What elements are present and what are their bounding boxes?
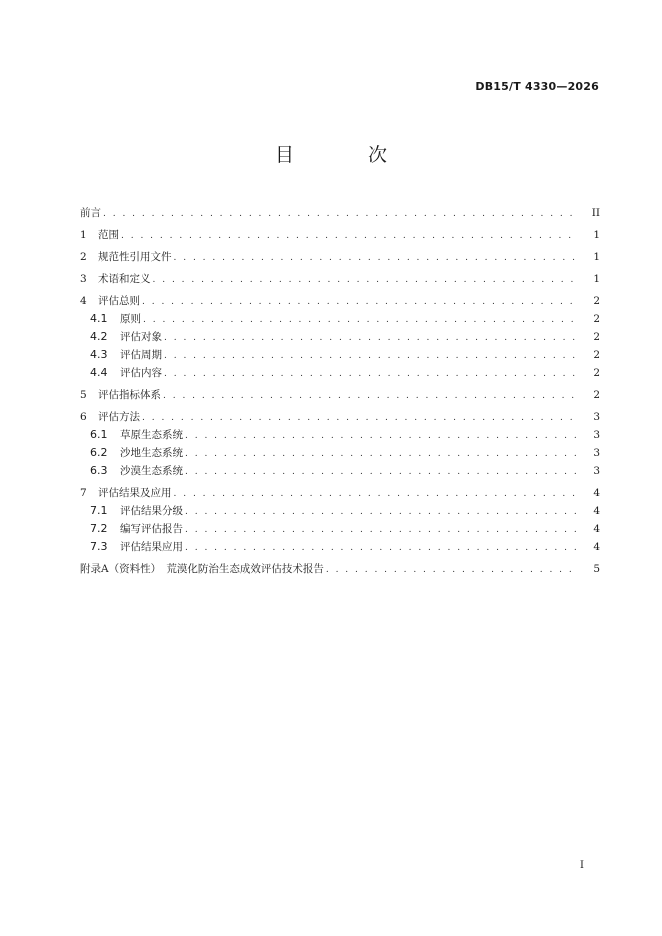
toc-entry[interactable] xyxy=(80,426,600,444)
toc-entry-page: 4 xyxy=(593,523,600,535)
toc-entry[interactable] xyxy=(80,346,600,364)
toc-entry[interactable] xyxy=(80,204,600,222)
toc-entry[interactable] xyxy=(80,292,600,310)
toc-entry[interactable] xyxy=(80,484,600,502)
toc-entry[interactable] xyxy=(80,538,600,556)
toc-entry-page: 2 xyxy=(593,349,600,361)
toc-entry[interactable] xyxy=(80,560,600,578)
page-number: I xyxy=(580,860,584,871)
toc-entry-page: 3 xyxy=(593,465,600,477)
document-code: DB15/T 4330—2026 xyxy=(475,80,599,93)
toc-entry-page: 2 xyxy=(593,313,600,325)
toc-entry-label: 评估对象 xyxy=(120,331,162,343)
toc-entry-number: 7 xyxy=(80,487,87,499)
toc-entry-label: 术语和定义 xyxy=(98,273,151,285)
toc-entry[interactable] xyxy=(80,328,600,346)
toc-leader-dots xyxy=(185,463,578,481)
toc-entry-page: 4 xyxy=(593,541,600,553)
toc-leader-dots xyxy=(163,387,578,405)
toc-entry-page: 3 xyxy=(593,411,600,423)
toc-entry-label: 草原生态系统 xyxy=(120,429,183,441)
toc-entry-number: 6.1 xyxy=(90,428,108,441)
toc-entry-page: II xyxy=(591,207,600,219)
toc-entry-number: 4 xyxy=(80,295,87,307)
toc-entry[interactable] xyxy=(80,444,600,462)
toc-entry[interactable] xyxy=(80,248,600,266)
toc-entry-label: 规范性引用文件 xyxy=(98,251,172,263)
toc-entry-number: 2 xyxy=(80,251,87,263)
toc-entry-label: 原则 xyxy=(120,313,141,325)
toc-entry-label: 前言 xyxy=(80,207,101,219)
toc-entry-number: 7.1 xyxy=(90,504,108,517)
toc-entry-label: 评估指标体系 xyxy=(98,389,161,401)
toc-entry-number: 3 xyxy=(80,273,87,285)
toc-entry-number: 4.4 xyxy=(90,366,108,379)
toc-entry-page: 2 xyxy=(593,389,600,401)
toc-entry[interactable] xyxy=(80,520,600,538)
toc-entry[interactable] xyxy=(80,226,600,244)
toc-entry-label: 评估方法 xyxy=(98,411,140,423)
toc-entry-label: 附录A（资料性） 荒漠化防治生态成效评估技术报告 xyxy=(80,563,324,575)
toc-entry-page: 4 xyxy=(593,487,600,499)
table-of-contents xyxy=(80,200,600,578)
toc-entry-page: 4 xyxy=(593,505,600,517)
toc-entry-number: 6.2 xyxy=(90,446,108,459)
toc-entry-number: 4.1 xyxy=(90,312,108,325)
toc-leader-dots xyxy=(326,561,578,579)
page-title: 目 次 xyxy=(274,144,422,166)
toc-entry-label: 评估周期 xyxy=(120,349,162,361)
toc-entry-label: 沙地生态系统 xyxy=(120,447,183,459)
toc-entry-page: 2 xyxy=(593,295,600,307)
toc-entry-label: 评估结果分级 xyxy=(120,505,183,517)
toc-leader-dots xyxy=(185,521,578,539)
toc-entry-page: 1 xyxy=(593,251,600,263)
toc-leader-dots xyxy=(174,485,579,503)
toc-leader-dots xyxy=(164,329,578,347)
toc-leader-dots xyxy=(121,227,578,245)
toc-leader-dots xyxy=(174,249,579,267)
toc-entry[interactable] xyxy=(80,408,600,426)
toc-entry-label: 沙漠生态系统 xyxy=(120,465,183,477)
toc-entry-label: 评估结果应用 xyxy=(120,541,183,553)
toc-entry[interactable] xyxy=(80,364,600,382)
toc-entry-number: 6.3 xyxy=(90,464,108,477)
toc-entry[interactable] xyxy=(80,462,600,480)
toc-entry-number: 1 xyxy=(80,229,87,241)
toc-leader-dots xyxy=(164,365,578,383)
toc-entry-page: 2 xyxy=(593,367,600,379)
toc-entry-label: 评估结果及应用 xyxy=(98,487,172,499)
toc-leader-dots xyxy=(185,445,578,463)
toc-entry-label: 评估总则 xyxy=(98,295,140,307)
toc-leader-dots xyxy=(153,271,579,289)
toc-leader-dots xyxy=(142,293,578,311)
toc-entry-label: 范围 xyxy=(98,229,119,241)
toc-entry-number: 4.2 xyxy=(90,330,108,343)
toc-entry-label: 评估内容 xyxy=(120,367,162,379)
toc-entry[interactable] xyxy=(80,502,600,520)
toc-leader-dots xyxy=(185,427,578,445)
toc-entry-page: 3 xyxy=(593,429,600,441)
toc-entry-number: 4.3 xyxy=(90,348,108,361)
toc-leader-dots xyxy=(142,409,578,427)
toc-leader-dots xyxy=(164,347,578,365)
toc-leader-dots xyxy=(103,205,578,223)
toc-entry-page: 2 xyxy=(593,331,600,343)
toc-entry-page: 1 xyxy=(593,273,600,285)
toc-entry[interactable] xyxy=(80,270,600,288)
toc-entry-number: 7.3 xyxy=(90,540,108,553)
toc-entry-number: 5 xyxy=(80,389,87,401)
toc-leader-dots xyxy=(185,539,578,557)
toc-entry-page: 3 xyxy=(593,447,600,459)
toc-entry-number: 7.2 xyxy=(90,522,108,535)
toc-leader-dots xyxy=(143,311,578,329)
toc-entry-label: 编写评估报告 xyxy=(120,523,183,535)
toc-entry-number: 6 xyxy=(80,411,87,423)
toc-entry-page: 5 xyxy=(593,563,600,575)
toc-entry[interactable] xyxy=(80,386,600,404)
toc-entry-page: 1 xyxy=(593,229,600,241)
toc-leader-dots xyxy=(185,503,578,521)
toc-entry[interactable] xyxy=(80,310,600,328)
